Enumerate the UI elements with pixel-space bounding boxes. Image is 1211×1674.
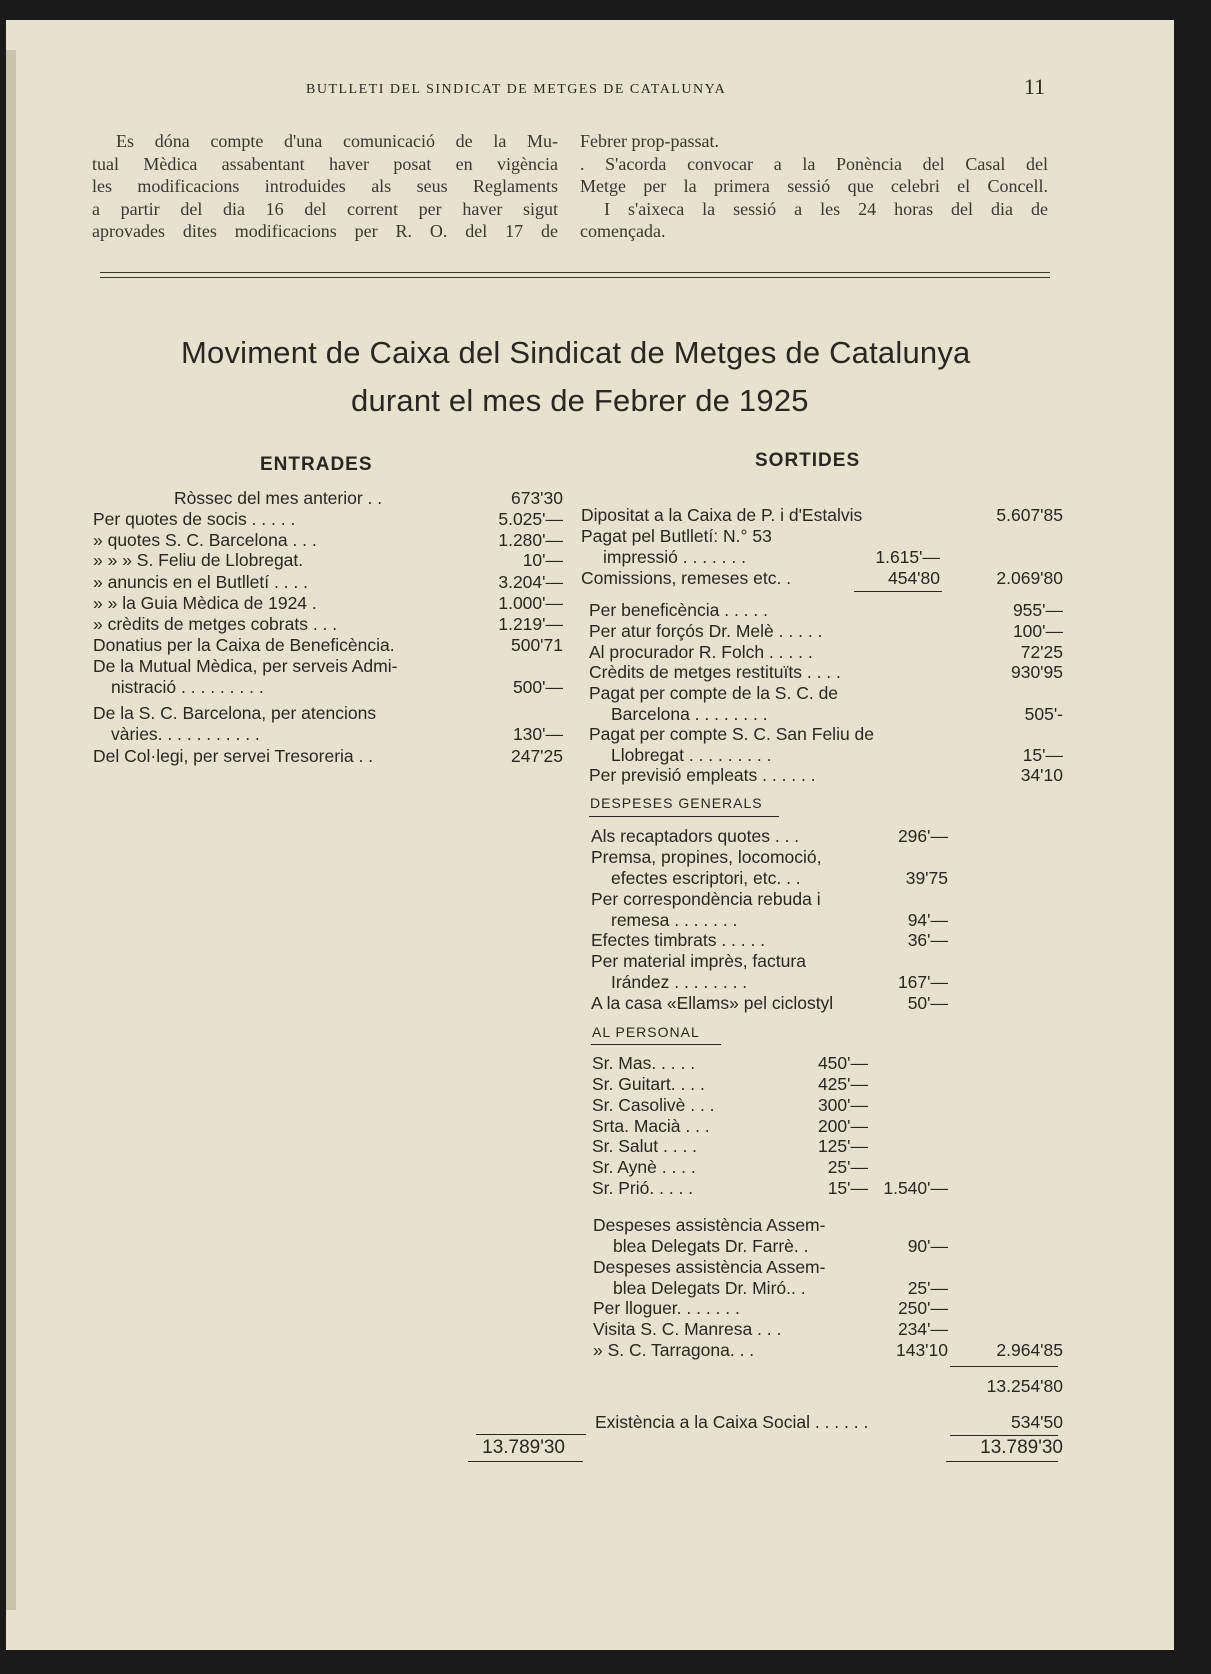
page-number: 11 [1024, 74, 1046, 99]
text-line: les modificacions introduides als seus Reglaments [92, 176, 558, 196]
despesa-amount: 250'— [897, 1298, 948, 1318]
entrada-label: De la Mutual Mèdica, per serveis Admi- [93, 656, 398, 676]
running-header: BUTLLETI DEL SINDICAT DE METGES DE CATALUNYA [306, 82, 727, 97]
despesa-amount: 94'— [907, 910, 948, 930]
sortida-label: Per beneficència . . . . . [589, 600, 768, 620]
despesa-label: Per correspondència rebuda i [591, 889, 821, 909]
divider-rule [100, 272, 1050, 273]
entrada-label: Del Col·legi, per servei Tresoreria . . [93, 746, 374, 766]
scanned-page [6, 20, 1174, 1650]
despesa-amount: 36'— [907, 930, 948, 950]
entrada-label: nistració . . . . . . . . . [111, 677, 264, 697]
despesa-label: » S. C. Tarragona. . . [593, 1340, 755, 1360]
entrada-amount: 1.000'— [498, 593, 563, 613]
personal-amount: 450'— [817, 1053, 868, 1073]
sortida-total-amount: 955'— [1012, 600, 1063, 620]
sortida-total-amount: 930'95 [1010, 662, 1063, 682]
sortida-total-amount: 34'10 [1020, 765, 1063, 785]
personal-amount: 125'— [817, 1136, 868, 1156]
sortida-label: Per atur forçós Dr. Melè . . . . . [589, 621, 823, 641]
despesa-amount: 143'10 [895, 1340, 948, 1360]
sortida-label: Pagat pel Butlletí: N.° 53 [581, 526, 772, 546]
personal-amount: 300'— [817, 1095, 868, 1115]
despeses-total: 2.964'85 [996, 1340, 1063, 1360]
entrades-total: 13.789'30 [482, 1437, 565, 1458]
sortida-label: Barcelona . . . . . . . . [611, 704, 768, 724]
despesa-amount: 50'— [907, 993, 948, 1013]
despesa-label: blea Delegats Dr. Miró.. . [613, 1278, 806, 1298]
entrada-amount: 130'— [512, 724, 563, 744]
despesa-label: Visita S. C. Manresa . . . [593, 1319, 782, 1339]
despesa-amount: 167'— [897, 972, 948, 992]
sortida-total-amount: 5.607'85 [996, 505, 1063, 525]
personal-label: Sr. Mas. . . . . [592, 1053, 696, 1073]
despesa-label: Despeses assistència Assem- [593, 1257, 826, 1277]
sortides-subtotal: 13.254'80 [986, 1376, 1063, 1396]
despesa-label: blea Delegats Dr. Farrè. . [613, 1236, 809, 1256]
sortida-label: Dipositat a la Caixa de P. i d'Estalvis [581, 505, 863, 525]
entrada-amount: 247'25 [510, 746, 563, 766]
entrada-amount: 10'— [522, 550, 563, 570]
sortides-total: 13.789'30 [980, 1437, 1063, 1458]
personal-label: Srta. Macià . . . [592, 1116, 710, 1136]
text-line: Es dóna compte d'una comunicació de la Mu- [116, 131, 558, 151]
existencia-label: Existència a la Caixa Social . . . . . . [595, 1412, 869, 1432]
text-line: tual Mèdica assabentant haver posat en vigència [92, 153, 558, 174]
text-line: a partir del dia 16 del corrent per haver sigut [92, 198, 558, 219]
heading-underline [591, 1044, 721, 1045]
entrada-label: » crèdits de metges cobrats . . . [93, 614, 338, 634]
total-overline [476, 1434, 586, 1435]
sortida-total-amount: 72'25 [1020, 642, 1063, 662]
personal-amount: 200'— [817, 1116, 868, 1136]
despeses-generals-heading: DESPESES GENERALS [590, 795, 763, 811]
text-line: I s'aixeca la sessió a les 24 horas del dia de [604, 198, 1048, 219]
entrada-amount: 1.280'— [498, 530, 563, 550]
entrada-label: Ròssec del mes anterior . . [174, 488, 383, 508]
sortida-total-amount: 505'- [1024, 704, 1063, 724]
sortida-sub-amount: 454'80 [887, 568, 940, 588]
text-line: aprovades dites modificacions per R. O. del 17 de [92, 221, 558, 241]
despesa-label: remesa . . . . . . . [611, 910, 738, 930]
despesa-label: Irández . . . . . . . . [611, 972, 748, 992]
entrada-label: » » » S. Feliu de Llobregat. [93, 550, 304, 570]
entrada-amount: 3.204'— [498, 572, 563, 592]
despesa-amount: 25'— [907, 1278, 948, 1298]
despesa-label: A la casa «Ellams» pel ciclostyl [591, 993, 834, 1013]
personal-label: Sr. Aynè . . . . [592, 1157, 696, 1177]
sortida-label: Crèdits de metges restituïts . . . . [589, 662, 841, 682]
subtotal-underline [854, 591, 942, 592]
sortida-label: Pagat per compte de la S. C. de [589, 683, 839, 703]
total-overline [950, 1435, 1058, 1436]
entrada-label: Donatius per la Caixa de Beneficència. [93, 635, 395, 655]
text-line: començada. [580, 221, 666, 241]
sortida-total-amount: 100'— [1012, 621, 1063, 641]
divider-rule [100, 277, 1050, 278]
despesa-amount: 39'75 [905, 868, 948, 888]
despesa-amount: 234'— [897, 1319, 948, 1339]
despesa-label: Premsa, propines, locomoció, [591, 847, 822, 867]
despesa-amount: 90'— [907, 1236, 948, 1256]
entrades-heading: ENTRADES [260, 454, 373, 475]
al-personal-heading: AL PERSONAL [592, 1024, 700, 1040]
sortides-heading: SORTIDES [755, 450, 861, 471]
despesa-amount: 296'— [897, 826, 948, 846]
entrada-label: » anuncis en el Butlletí . . . . [93, 572, 308, 592]
personal-amount: 425'— [817, 1074, 868, 1094]
text-line: Febrer prop-passat. [580, 131, 719, 151]
despesa-label: efectes escriptori, etc. . . [611, 868, 801, 888]
sortida-label: Per previsió empleats . . . . . . [589, 765, 816, 785]
despesa-label: Als recaptadors quotes . . . [591, 826, 800, 846]
personal-label: Sr. Guitart. . . . [592, 1074, 705, 1094]
entrada-label: » quotes S. C. Barcelona . . . [93, 530, 317, 550]
personal-label: Sr. Salut . . . . [592, 1136, 698, 1156]
text-line: . S'acorda convocar a la Ponència del Casal del [580, 153, 1048, 174]
text-line: Metge per la primera sessió que celebri el Concell. [580, 176, 1048, 196]
sortida-label: Al procurador R. Folch . . . . . [589, 642, 813, 662]
personal-label: Sr. Casolivè . . . [592, 1095, 715, 1115]
entrada-amount: 5.025'— [498, 509, 563, 529]
entrada-label: vàries. . . . . . . . . . . [111, 724, 260, 744]
report-title-line-2: durant el mes de Febrer de 1925 [351, 383, 809, 418]
intro-paragraph-left [92, 130, 558, 243]
sortida-label: impressió . . . . . . . [603, 547, 746, 567]
report-title-line-1: Moviment de Caixa del Sindicat de Metges de Catalunya [181, 335, 971, 370]
sortida-total-amount: 15'— [1022, 745, 1063, 765]
despesa-label: Per material imprès, factura [591, 951, 806, 971]
heading-underline [589, 816, 779, 817]
total-underline [946, 1461, 1058, 1462]
entrada-label: Per quotes de socis . . . . . [93, 509, 296, 529]
despesa-label: Efectes timbrats . . . . . [591, 930, 766, 950]
despesa-label: Despeses assistència Assem- [593, 1215, 826, 1235]
entrada-amount: 500'— [512, 677, 563, 697]
entrada-label: » » la Guia Mèdica de 1924 . [93, 593, 317, 613]
sortida-label: Pagat per compte S. C. San Feliu de [589, 724, 875, 744]
personal-subtotal: 1.540'— [883, 1178, 948, 1198]
intro-paragraph-right [580, 130, 1048, 243]
page-binding-edge [6, 50, 16, 1610]
sortida-sub-amount: 1.615'— [875, 547, 940, 567]
despesa-label: Per lloguer. . . . . . . [593, 1298, 740, 1318]
existencia-amount: 534'50 [1010, 1412, 1063, 1432]
entrada-amount: 673'30 [510, 488, 563, 508]
entrada-amount: 1.219'— [498, 614, 563, 634]
sortida-label: Llobregat . . . . . . . . . [611, 745, 772, 765]
entrada-amount: 500'71 [510, 635, 563, 655]
entrada-label: De la S. C. Barcelona, per atencions [93, 703, 377, 723]
total-underline [468, 1461, 583, 1462]
sortida-label: Comissions, remeses etc. . [581, 568, 792, 588]
personal-label: Sr. Prió. . . . . [592, 1178, 694, 1198]
personal-amount: 25'— [827, 1157, 868, 1177]
personal-amount: 15'— [827, 1178, 868, 1198]
sortida-total-amount: 2.069'80 [996, 568, 1063, 588]
total-underline [950, 1366, 1058, 1367]
